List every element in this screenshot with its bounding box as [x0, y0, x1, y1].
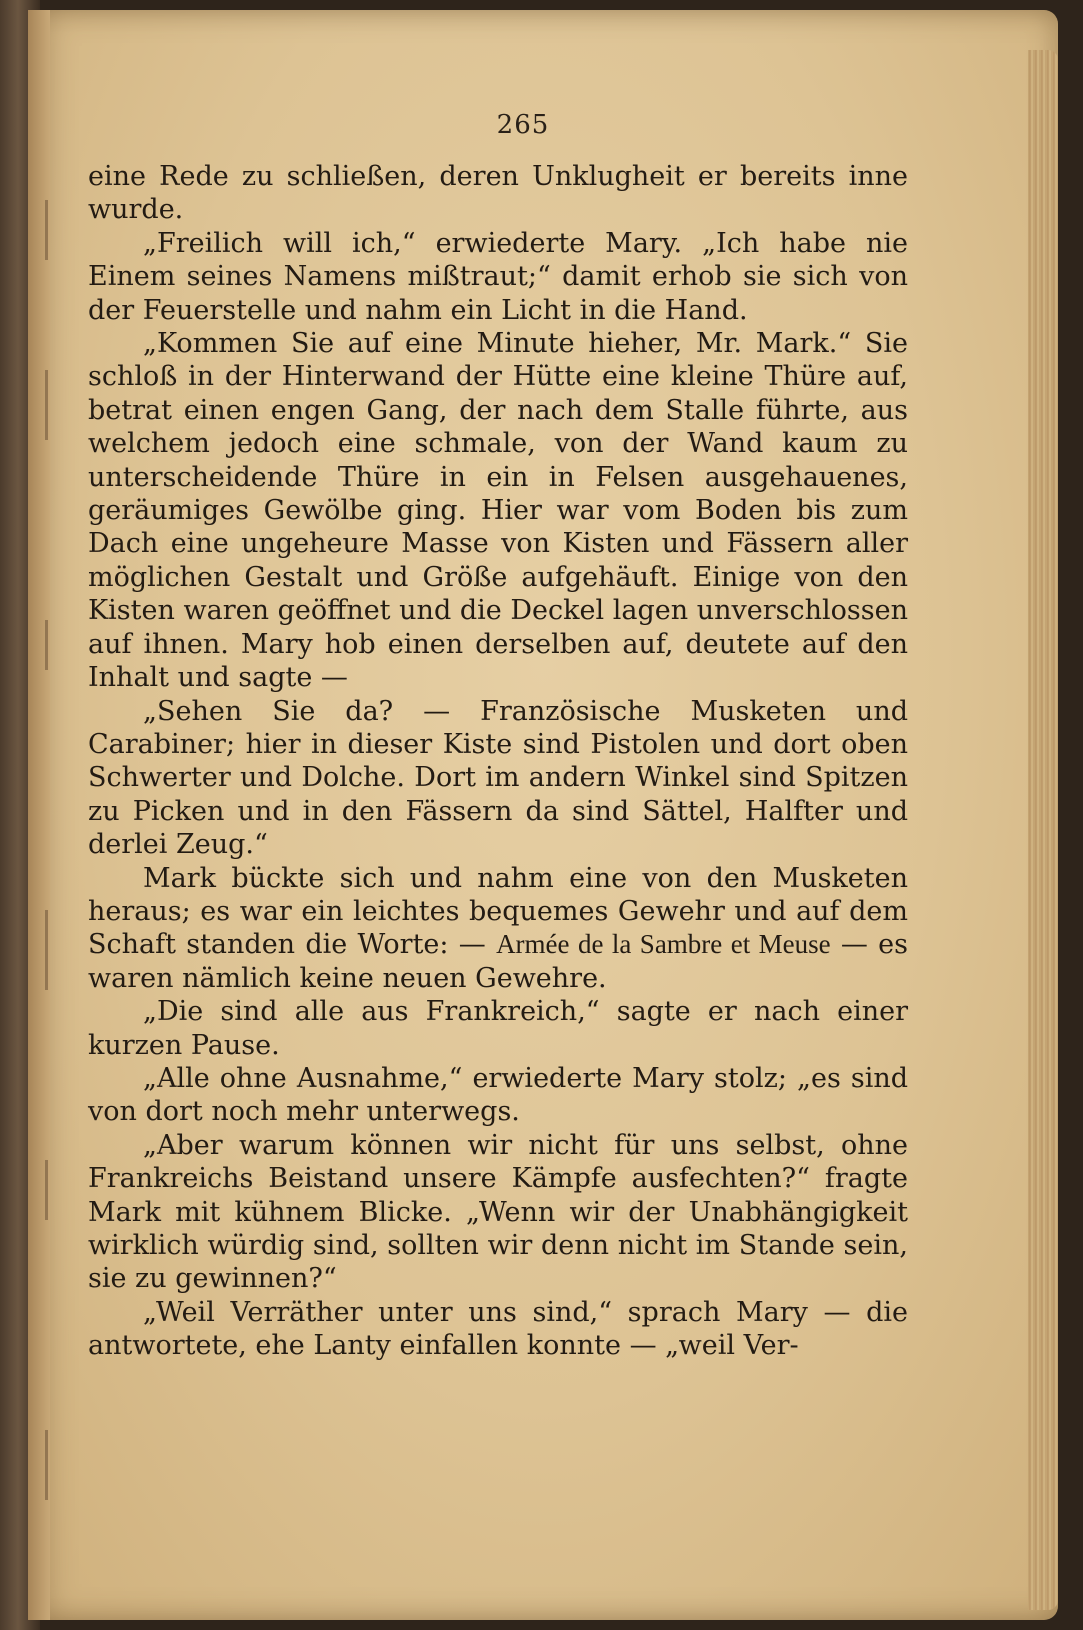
- paragraph-text: — es waren nämlich keine neuen Gewehre.: [88, 929, 909, 994]
- gutter-stitch-mark: [45, 1160, 48, 1220]
- paragraph: „Aber warum können wir nicht für uns selbst, ohne Frankreichs Beistand unsere Kämpfe ausfechten?“ fragte Mark mit kühnem Blicke. „Wenn wir der Unabhängigkeit wirklich würdig sind, sollten wir denn nicht im Stande sein, sie zu gewinnen?“: [88, 1129, 908, 1295]
- antiqua-inscription: Armée de la Sambre et Meuse: [496, 929, 831, 960]
- page-gutter: [28, 10, 50, 1620]
- paragraph: eine Rede zu schließen, deren Unklugheit er bereits inne wurde.: [88, 161, 908, 226]
- page-number: 265: [496, 110, 550, 140]
- gutter-stitch-mark: [45, 370, 48, 440]
- paragraph: [88, 862, 908, 996]
- page-stack-edge: [1028, 50, 1058, 1610]
- paragraph: „Freilich will ich,“ erwiederte Mary. „Ich habe nie Einem seines Namens mißtraut;“ damit erhob sie sich von der Feuerstelle und nahm ein Licht in die Hand.: [88, 227, 908, 326]
- book-page: [28, 10, 1058, 1620]
- paragraph-text: Mark bückte sich und nahm eine von den Musketen heraus; es war ein leichtes bequemes Gewehr und auf dem Schaft standen die Worte: —: [88, 862, 908, 961]
- paragraph: „Sehen Sie da? — Französische Musketen und Carabiner; hier in dieser Kiste sind Pistolen und dort oben Schwerter und Dolche. Dort im andern Winkel sind Spitzen zu Picken und in den Fässern da sind Sättel, Halfter und derlei Zeug.“: [88, 695, 908, 861]
- gutter-stitch-mark: [45, 620, 48, 670]
- paragraph: „Kommen Sie auf eine Minute hieher, Mr. Mark.“ Sie schloß in der Hinterwand der Hütte eine kleine Thüre auf, betrat einen engen Gang, der nach dem Stalle führte, aus welchem jedoch eine schmale, von der Wand kaum zu unterscheidende Thüre in ein in Felsen ausgehauenes, geräumiges Gewölbe ging. Hier war vom Boden bis zum Dach eine ungeheure Masse von Kisten und Fässern aller möglichen Gestalt und Größe aufgehäuft. Einige von den Kisten waren geöffnet und die Deckel lagen unverschlossen auf ihnen. Mary hob einen derselben auf, deutete auf den Inhalt und sagte —: [88, 328, 908, 694]
- paragraph: „Alle ohne Ausnahme,“ erwiederte Mary stolz; „es sind von dort noch mehr unterwegs.: [88, 1062, 908, 1128]
- paragraph: „Die sind alle aus Frankreich,“ sagte er nach einer kurzen Pause.: [88, 996, 908, 1061]
- paragraph: „Weil Verräther unter uns sind,“ sprach Mary — die antwortete, ehe Lanty einfallen konnte — „weil Ver-: [88, 1296, 908, 1362]
- gutter-stitch-mark: [45, 910, 48, 990]
- gutter-stitch-mark: [45, 200, 48, 260]
- gutter-stitch-mark: [45, 1430, 48, 1500]
- body-text: [88, 160, 908, 1363]
